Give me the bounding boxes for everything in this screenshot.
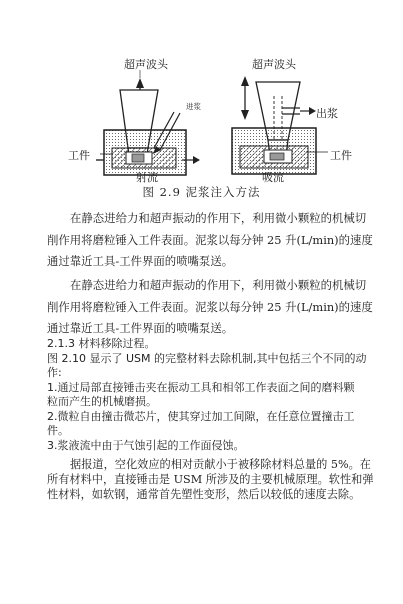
paragraph-1 [47,208,373,273]
paragraph-line: 性材料，如软钢，通常首先塑性变形，然后以较低的速度去除。 [47,488,361,501]
slurry-injection-diagram [0,0,403,205]
slurry-out-label: 出浆 [316,107,338,120]
paragraph-line: 削作用将磨粒锤入工件表面。泥浆以每分钟 25 升(L/min)的速度 [47,232,373,247]
suction-flow-label: 吸流 [262,171,284,184]
right-workpiece [240,146,308,168]
paragraph-3 [47,457,374,502]
section-2-1-3 [47,337,367,453]
right-diagram-suction [232,76,328,174]
left-diagram-jet [96,70,200,175]
slurry-in-label: 进浆 [186,102,201,111]
figure-2-9 [0,0,403,205]
right-workpiece-label: 工件 [330,149,352,162]
list-item-2-cont: 件。 [47,424,69,437]
list-item-2: 2.微粒自由撞击微芯片，使其穿过加工间隙，在任意位置撞击工 [47,409,355,423]
paragraph-2 [47,275,373,340]
right-ultrasonic-head-label: 超声波头 [252,58,296,71]
paragraph-line: 削作用将磨粒锤入工件表面。泥浆以每分钟 25 升(L/min)的速度 [47,299,373,314]
paragraph-line: 在静态进给力和超声振动的作用下，利用微小颗粒的机械切 [70,211,367,225]
list-item-1: 1.通过局部直接锤击夹在振动工具和相邻工作表面之间的磨料颗 [47,380,355,394]
jet-flow-label: 射流 [136,171,158,184]
paragraph-line: 据报道，空化效应的相对贡献小于被移除材料总量的 5%。在 [70,458,371,471]
right-vibration-arrow [241,76,249,120]
figure-caption: 图 2.9 泥浆注入方法 [142,185,261,199]
list-item-1-cont: 粒而产生的机械磨损。 [47,395,157,408]
paragraph-line: 在静态进给力和超声振动的作用下，利用微小颗粒的机械切 [70,278,367,292]
list-item-3: 3.浆液流中由于气蚀引起的工作面侵蚀。 [47,438,245,452]
section-heading: 2.1.3 材料移除过程。 [47,337,156,350]
section-line: 作: [47,366,62,379]
paragraph-line: 通过靠近工具-工件界面的喷嘴泵送。 [47,321,234,335]
left-workpiece [112,148,176,168]
left-ultrasonic-head-label: 超声波头 [124,58,168,71]
left-workpiece-label: 工件 [68,149,90,162]
section-line: 图 2.10 显示了 USM 的完整材料去除机制,其中包括三个不同的动 [47,351,367,365]
paragraph-line: 所有材料中，直接锤击是 USM 所涉及的主要机械原理。软性和弹 [47,473,374,486]
paragraph-line: 通过靠近工具-工件界面的喷嘴泵送。 [47,254,234,268]
